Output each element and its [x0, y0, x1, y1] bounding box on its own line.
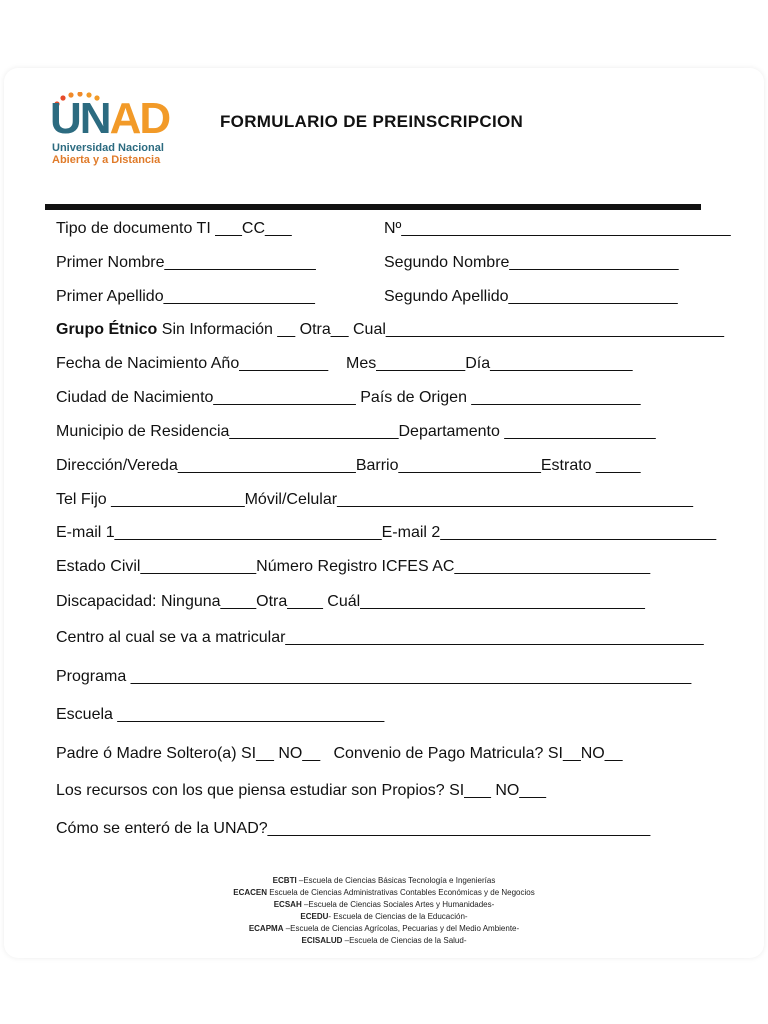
footer-school-3: ECSAH –Escuela de Ciencias Sociales Artes y Humanidades- [273, 900, 495, 909]
footer-school-5: ECAPMA –Escuela de Ciencias Agrícolas, Pecuarias y del Medio Ambiente- [248, 924, 520, 933]
form-line-8[interactable]: Dirección/Vereda____________________Barrio________________Estrato _____ [56, 457, 641, 474]
form-line-12[interactable]: Discapacidad: Ninguna____Otra____ Cuál________________________________ [56, 593, 645, 610]
footer-school-4: ECEDU- Escuela de Ciencias de la Educación- [300, 912, 468, 921]
logo-subtitle-2: Abierta y a Distancia [52, 154, 161, 166]
form-line-1-left[interactable]: Tipo de documento TI ___CC___ [56, 220, 292, 237]
form-line-1-right[interactable]: Nº_____________________________________ [384, 220, 731, 237]
form-line-10[interactable]: E-mail 1______________________________E-mail 2_______________________________ [56, 524, 717, 541]
footer-school-1: ECBTI –Escuela de Ciencias Básicas Tecnología e Ingenierías [272, 876, 496, 885]
form-line-7[interactable]: Municipio de Residencia___________________Departamento _________________ [56, 423, 656, 440]
form-line-4[interactable]: Grupo Étnico Sin Información __ Otra__ Cual______________________________________ [56, 321, 725, 338]
page-title: FORMULARIO DE PREINSCRIPCION [220, 112, 524, 131]
form-line-6[interactable]: Ciudad de Nacimiento________________ País de Origen ___________________ [56, 389, 641, 406]
header-divider [45, 204, 701, 210]
form-line-2-right[interactable]: Segundo Nombre___________________ [384, 254, 679, 271]
form-line-9[interactable]: Tel Fijo _______________Móvil/Celular________________________________________ [56, 491, 694, 508]
form-line-18[interactable]: Cómo se enteró de la UNAD?___________________________________________ [56, 820, 651, 837]
footer-school-2: ECACEN Escuela de Ciencias Administrativas Contables Económicas y de Negocios [233, 888, 535, 897]
form-line-13[interactable]: Centro al cual se va a matricular_______________________________________________ [56, 629, 704, 646]
form-line-11[interactable]: Estado Civil_____________Número Registro ICFES AC______________________ [56, 558, 651, 575]
form-line-3-right[interactable]: Segundo Apellido___________________ [384, 288, 678, 305]
form-line-2-left[interactable]: Primer Nombre_________________ [56, 254, 316, 271]
form-line-3-left[interactable]: Primer Apellido_________________ [56, 288, 315, 305]
form-line-15[interactable]: Escuela ______________________________ [56, 706, 385, 723]
logo-subtitle-1: Universidad Nacional [52, 142, 164, 154]
footer-school-6: ECISALUD –Escuela de Ciencias de la Salud- [301, 936, 467, 945]
form-line-label-bold: Grupo Étnico [56, 321, 158, 338]
unad-logo [50, 92, 175, 172]
schools-footer [0, 875, 768, 947]
form-line-14[interactable]: Programa _______________________________________________________________ [56, 668, 692, 685]
form-line-17[interactable]: Los recursos con los que piensa estudiar son Propios? SI___ NO___ [56, 782, 547, 799]
logo-wordmark: UNAD [50, 94, 170, 143]
form-line-5[interactable]: Fecha de Nacimiento Año__________ Mes__________Día________________ [56, 355, 633, 372]
form-line-16[interactable]: Padre ó Madre Soltero(a) SI__ NO__ Convenio de Pago Matricula? SI__NO__ [56, 745, 623, 762]
